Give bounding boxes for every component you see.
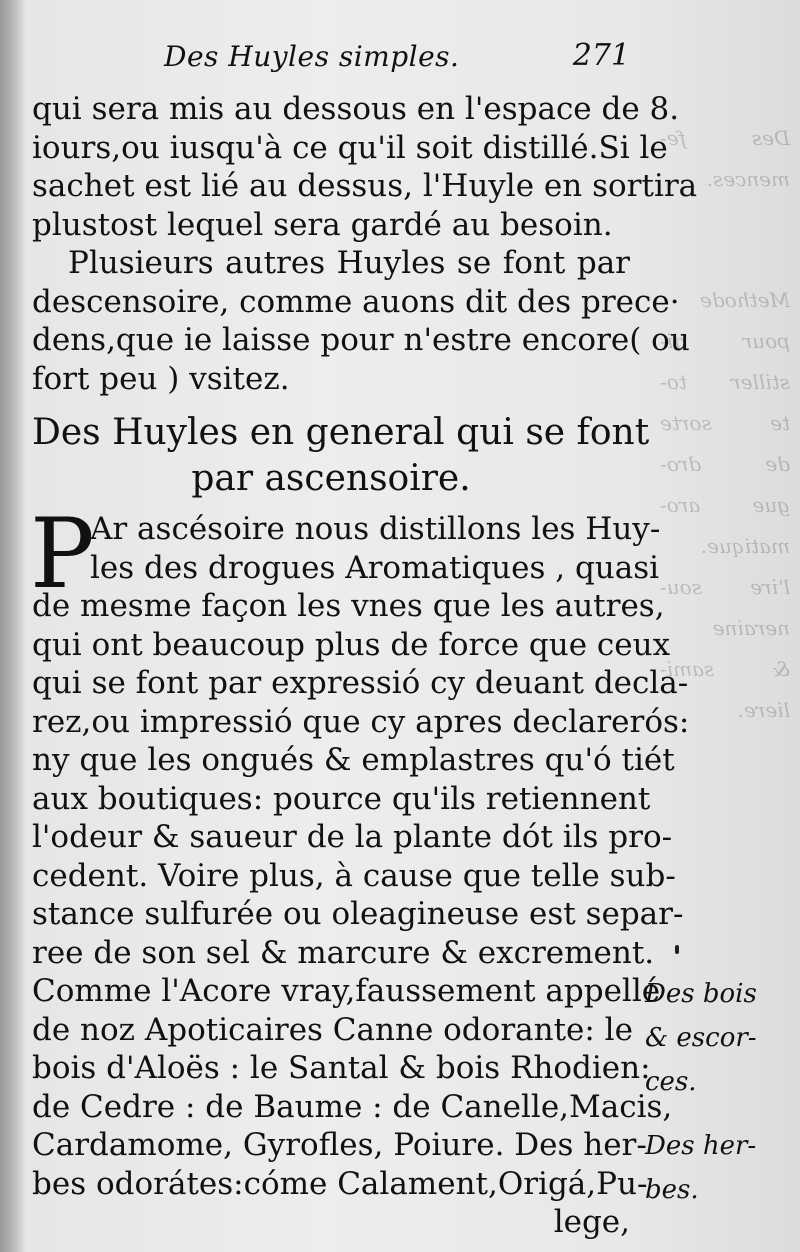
text-line: Ar ascésoire nous distillons les Huy-: [90, 511, 661, 547]
text-line: fort peu ) vsitez.: [32, 360, 290, 397]
text-line: stance sulfurée ou oleagineuse est separ-: [32, 896, 684, 932]
margin-note-line: & escor-: [645, 1023, 757, 1053]
text-line: cedent. Voire plus, à cause que telle sub-: [32, 857, 676, 894]
bleed-note-line: liere.: [737, 698, 790, 722]
text-line: qui sera mis au dessous en l'espace de 8.: [32, 91, 680, 127]
text-line: lege,: [553, 1204, 630, 1240]
margin-note-line: Des her-: [645, 1131, 757, 1161]
bleed-note-line: l'ire sou-: [660, 575, 790, 599]
bleed-note-line: mences.: [706, 167, 790, 191]
bleed-note-line: & sami-: [660, 657, 790, 681]
margin-note-line: ces.: [645, 1067, 697, 1097]
bleed-note-line: Methode: [700, 288, 790, 312]
text-line: rez,ou impressió que cy apres declarerós:: [32, 703, 690, 740]
text-line: ny que les ongués & emplastres qu'ó tiét: [32, 742, 675, 778]
text-line: qui ont beaucoup plus de force que ceux: [32, 626, 671, 663]
bleed-note-line: Des fe-: [660, 126, 790, 150]
text-line: de mesme façon les vnes que les autres,: [32, 588, 665, 624]
text-line: Plusieurs autres Huyles se font par: [68, 245, 630, 281]
text-line: iours,ou iusqu'à ce qu'il soit distillé.Si le: [32, 129, 668, 166]
text-line: bois d'Aloës : le Santal & bois Rhodien:: [32, 1050, 651, 1086]
running-head: Des Huyles simples.: [164, 40, 460, 73]
text-line: Cardamome, Gyrofles, Poiure. Des her-: [32, 1127, 647, 1163]
drop-cap: P: [30, 498, 95, 610]
bleed-note-line: matique.: [700, 534, 790, 558]
text-line: de Cedre : de Baume : de Canelle,Macis,: [32, 1088, 673, 1125]
top-paragraph: [32, 90, 698, 244]
text-line: sachet est lié au dessus, l'Huyle en sortira: [32, 168, 698, 204]
text-line: plustost lequel sera gardé au besoin.: [32, 206, 613, 243]
bleed-note-line: pour di-: [660, 329, 790, 353]
bleed-note-line: gue aro-: [660, 493, 790, 517]
second-paragraph: [32, 244, 690, 398]
margin-note-bois: [645, 972, 795, 1104]
main-paragraph: [32, 510, 690, 1242]
bleed-note-line: neraine: [712, 616, 790, 640]
text-line: dens,que ie laisse pour n'estre encore( ou: [32, 322, 690, 358]
margin-note-line: bes.: [645, 1175, 699, 1205]
page-number: 271: [572, 38, 630, 73]
bleed-note-line: stiller to-: [660, 370, 790, 394]
page-header: [150, 38, 630, 78]
section-heading: [32, 410, 650, 502]
margin-note-herbes: [645, 1124, 795, 1212]
text-line: Comme l'Acore vray,faussement appellé: [32, 973, 661, 1009]
text-line: bes odorátes:cóme Calament,Origá,Pu-: [32, 1165, 648, 1202]
text-line: descensoire, comme auons dit des prece·: [32, 283, 680, 320]
gutter-shadow: [0, 0, 26, 1252]
bleed-through-margin-notes: [660, 118, 790, 731]
heading-line: Des Huyles en general qui se font: [32, 412, 650, 453]
bleed-note-line: te sorte: [660, 411, 790, 435]
bleed-note-line: de dro-: [660, 452, 790, 476]
text-line: aux boutiques: pource qu'ils retiennent: [32, 780, 651, 817]
text-line: qui se font par expressió cy deuant decla-: [32, 665, 689, 701]
ink-mark: [675, 945, 679, 954]
heading-line: par ascensoire.: [191, 458, 471, 499]
text-line: les des drogues Aromatiques , quasi: [90, 549, 660, 586]
text-line: l'odeur & saueur de la plante dót ils pro-: [32, 819, 673, 855]
margin-note-line: Des bois: [645, 979, 757, 1009]
text-line: ree de son sel & marcure & excrement.: [32, 934, 655, 971]
text-line: de noz Apoticaires Canne odorante: le: [32, 1011, 633, 1048]
